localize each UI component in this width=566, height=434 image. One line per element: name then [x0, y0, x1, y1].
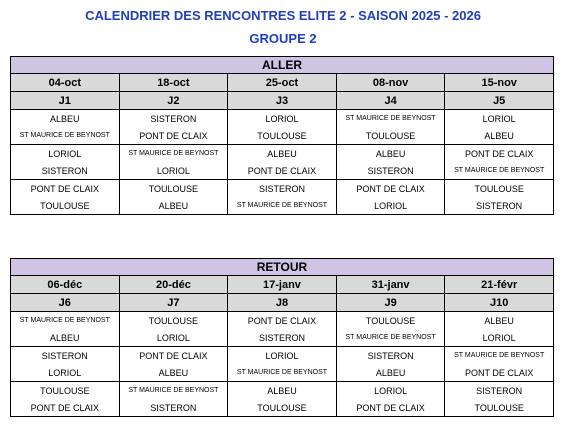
away-team: ST MAURICE DE BEYNOST: [228, 364, 337, 382]
home-team: TOULOUSE: [119, 180, 228, 198]
match-row: [11, 329, 554, 347]
match-date: 18-oct: [119, 74, 228, 92]
away-team: LORIOL: [119, 329, 228, 347]
matchday-label: J3: [228, 92, 337, 110]
matchday-label: J5: [445, 92, 554, 110]
match-row: [11, 180, 554, 198]
away-team: ST MAURICE DE BEYNOST: [336, 329, 445, 347]
match-row: [11, 399, 554, 417]
match-date: 25-oct: [228, 74, 337, 92]
match-row: [11, 110, 554, 128]
matchday-label: J6: [11, 294, 120, 312]
home-team: ST MAURICE DE BEYNOST: [119, 145, 228, 163]
matchday-label: J4: [336, 92, 445, 110]
phase-header-row: [11, 259, 554, 276]
away-team: SISTERON: [119, 399, 228, 417]
calendar-title: CALENDRIER DES RENCONTRES ELITE 2 - SAISON 2025 - 2026: [85, 8, 481, 23]
phase-label: RETOUR: [11, 259, 554, 276]
home-team: ST MAURICE DE BEYNOST: [445, 347, 554, 365]
away-team: SISTERON: [228, 329, 337, 347]
home-team: ST MAURICE DE BEYNOST: [11, 312, 120, 330]
match-row: [11, 162, 554, 180]
away-team: LORIOL: [336, 197, 445, 215]
away-team: SISTERON: [11, 162, 120, 180]
away-team: TOULOUSE: [336, 127, 445, 145]
match-date: 06-déc: [11, 276, 120, 294]
away-team: LORIOL: [119, 162, 228, 180]
away-team: SISTERON: [336, 162, 445, 180]
away-team: PONT DE CLAIX: [11, 399, 120, 417]
aller-table: [10, 56, 554, 215]
away-team: TOULOUSE: [11, 197, 120, 215]
matchday-row: [11, 92, 554, 110]
away-team: TOULOUSE: [228, 399, 337, 417]
away-team: ALBEU: [119, 197, 228, 215]
away-team: PONT DE CLAIX: [228, 162, 337, 180]
match-date: 15-nov: [445, 74, 554, 92]
home-team: SISTERON: [119, 110, 228, 128]
retour-table: [10, 258, 554, 417]
home-team: PONT DE CLAIX: [445, 145, 554, 163]
date-row: [11, 74, 554, 92]
away-team: ST MAURICE DE BEYNOST: [228, 197, 337, 215]
match-date: 04-oct: [11, 74, 120, 92]
home-team: PONT DE CLAIX: [336, 180, 445, 198]
home-team: ALBEU: [11, 110, 120, 128]
home-team: ALBEU: [336, 145, 445, 163]
match-date: 31-janv: [336, 276, 445, 294]
match-row: [11, 312, 554, 330]
group-title: GROUPE 2: [249, 31, 317, 46]
away-team: ALBEU: [336, 364, 445, 382]
match-date: 08-nov: [336, 74, 445, 92]
date-row: [11, 276, 554, 294]
matchday-label: J1: [11, 92, 120, 110]
home-team: TOULOUSE: [445, 180, 554, 198]
match-row: [11, 382, 554, 400]
home-team: PONT DE CLAIX: [119, 347, 228, 365]
matchday-row: [11, 294, 554, 312]
away-team: TOULOUSE: [445, 399, 554, 417]
away-team: ALBEU: [445, 127, 554, 145]
home-team: PONT DE CLAIX: [11, 180, 120, 198]
match-row: [11, 145, 554, 163]
match-row: [11, 197, 554, 215]
match-row: [11, 127, 554, 145]
home-team: ALBEU: [228, 382, 337, 400]
home-team: SISTERON: [11, 347, 120, 365]
home-team: LORIOL: [445, 110, 554, 128]
match-date: 20-déc: [119, 276, 228, 294]
away-team: LORIOL: [11, 364, 120, 382]
home-team: SISTERON: [228, 180, 337, 198]
home-team: TOULOUSE: [11, 382, 120, 400]
home-team: TOULOUSE: [119, 312, 228, 330]
match-date: 21-févr: [445, 276, 554, 294]
home-team: ST MAURICE DE BEYNOST: [336, 110, 445, 128]
matchday-label: J8: [228, 294, 337, 312]
home-team: ALBEU: [228, 145, 337, 163]
home-team: LORIOL: [228, 110, 337, 128]
match-row: [11, 364, 554, 382]
away-team: SISTERON: [445, 197, 554, 215]
away-team: ST MAURICE DE BEYNOST: [445, 162, 554, 180]
away-team: TOULOUSE: [228, 127, 337, 145]
home-team: SISTERON: [336, 347, 445, 365]
home-team: ST MAURICE DE BEYNOST: [119, 382, 228, 400]
home-team: LORIOL: [11, 145, 120, 163]
away-team: PONT DE CLAIX: [119, 127, 228, 145]
home-team: SISTERON: [445, 382, 554, 400]
home-team: LORIOL: [336, 382, 445, 400]
away-team: ST MAURICE DE BEYNOST: [11, 127, 120, 145]
matchday-label: J10: [445, 294, 554, 312]
matchday-label: J9: [336, 294, 445, 312]
matchday-label: J2: [119, 92, 228, 110]
matchday-label: J7: [119, 294, 228, 312]
away-team: PONT DE CLAIX: [445, 364, 554, 382]
home-team: PONT DE CLAIX: [228, 312, 337, 330]
away-team: ALBEU: [11, 329, 120, 347]
away-team: LORIOL: [445, 329, 554, 347]
match-date: 17-janv: [228, 276, 337, 294]
away-team: PONT DE CLAIX: [336, 399, 445, 417]
phase-header-row: [11, 57, 554, 74]
home-team: ALBEU: [445, 312, 554, 330]
phase-label: ALLER: [11, 57, 554, 74]
home-team: LORIOL: [228, 347, 337, 365]
home-team: TOULOUSE: [336, 312, 445, 330]
away-team: ALBEU: [119, 364, 228, 382]
match-row: [11, 347, 554, 365]
